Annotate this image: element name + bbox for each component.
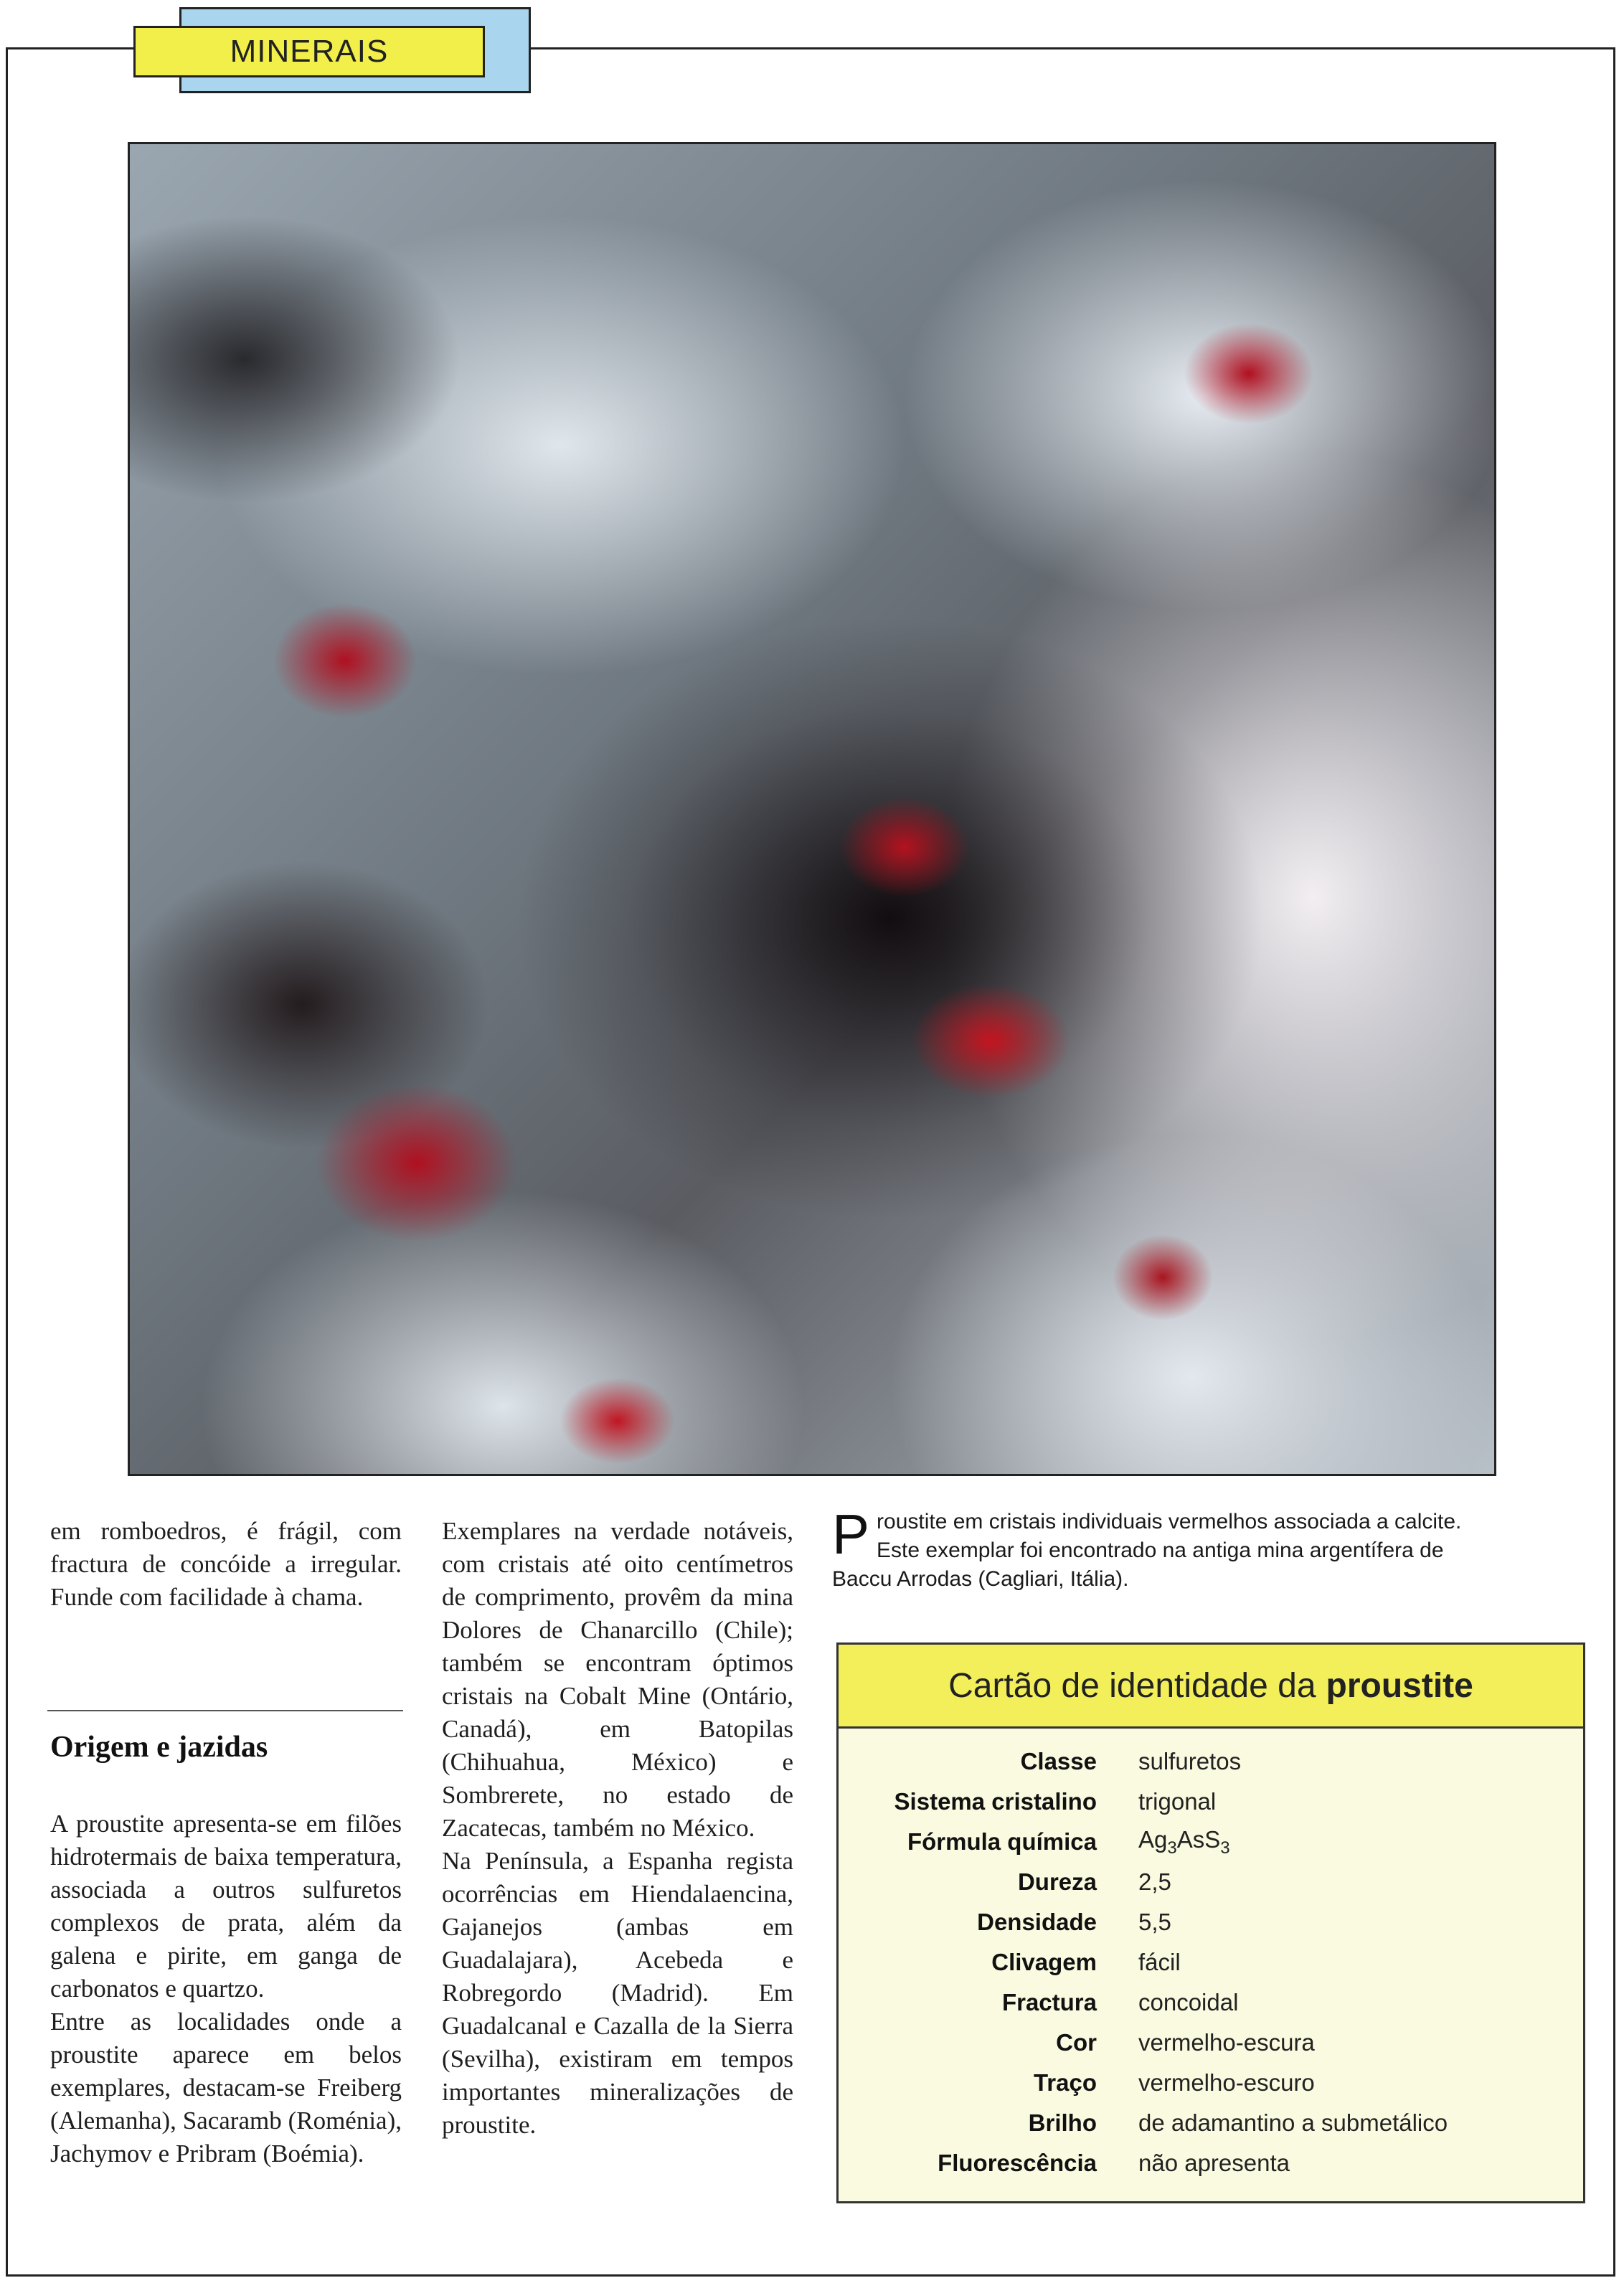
drop-cap: P	[832, 1503, 870, 1566]
property-value: 2,5	[1138, 1868, 1171, 1895]
identity-card	[836, 1642, 1585, 2203]
paragraph: Na Península, a Espanha regista ocorrências em Hiendalaencina, Gajanejos (ambas em Guadalajara), Acebeda e Robregordo (Madrid). Em Guadalcanal e Cazalla de la Sierra (Sevilha), existiram em tempos importantes mineralizações de proustite.	[442, 1847, 793, 2139]
property-value: de adamantino a submetálico	[1138, 2109, 1448, 2136]
column2-body	[442, 1515, 793, 2142]
property-row	[839, 2023, 1583, 2063]
property-value: fácil	[1138, 1949, 1181, 1975]
property-label: Dureza	[1017, 1868, 1097, 1895]
column1-body	[50, 1807, 402, 2170]
property-row	[839, 1822, 1583, 1862]
formula-subscript: 3	[1220, 1838, 1230, 1858]
section-heading-origem: Origem e jazidas	[50, 1731, 268, 1764]
property-row	[839, 1782, 1583, 1822]
property-row	[839, 1741, 1583, 1782]
property-label: Sistema cristalino	[894, 1788, 1097, 1815]
formula-part: Ag	[1138, 1825, 1168, 1853]
property-row	[839, 1902, 1583, 1942]
card-title-prefix: Cartão de identidade da	[948, 1666, 1316, 1705]
property-value: vermelho-escura	[1138, 2029, 1315, 2056]
property-row	[839, 2143, 1583, 2183]
property-label: Clivagem	[991, 1949, 1097, 1975]
property-label: Brilho	[1028, 2109, 1097, 2136]
paragraph: A proustite apresenta-se em filões hidrotermais de baixa temperatura, associada a outros sulfuretos complexos de prata, além da galena e pirite, em ganga de carbonatos e quartzo.	[50, 1810, 402, 2003]
section-divider	[47, 1710, 403, 1711]
property-label: Fractura	[1001, 1989, 1097, 2015]
property-label: Traço	[1033, 2069, 1097, 2096]
property-label: Fluorescência	[938, 2150, 1097, 2176]
property-label: Fórmula química	[907, 1828, 1097, 1855]
property-label: Densidade	[977, 1909, 1097, 1935]
chemical-formula	[1138, 1826, 1583, 1858]
property-row	[839, 1942, 1583, 1982]
paragraph: Exemplares na verdade notáveis, com cristais até oito centímetros de comprimento, provêm da mina Dolores de Chanarcillo (Chile); também se encontram óptimos cristais na Cobalt Mine (Ontário, Canadá), em Batopilas (Chihuahua, México) e Sombrerete, no estado de Zacatecas, também no México.	[442, 1517, 793, 1842]
property-value: trigonal	[1138, 1788, 1217, 1815]
property-value: concoidal	[1138, 1989, 1239, 2015]
formula-subscript: 3	[1167, 1838, 1177, 1858]
mineral-photo	[128, 142, 1496, 1476]
paragraph: Entre as localidades onde a proustite aparece em belos exemplares, destacam-se Freiberg (Alemanha), Sacaramb (Roménia), Jachymov e Pribram (Boémia).	[50, 2008, 402, 2168]
property-label: Classe	[1020, 1748, 1097, 1774]
property-value: 5,5	[1138, 1909, 1171, 1935]
property-value: sulfuretos	[1138, 1748, 1242, 1774]
section-tab-label: MINERAIS	[133, 26, 485, 77]
property-list	[839, 1729, 1583, 2183]
formula-part: AsS	[1176, 1825, 1221, 1853]
property-row	[839, 2103, 1583, 2143]
property-row	[839, 1862, 1583, 1902]
property-row	[839, 1982, 1583, 2023]
property-row	[839, 2063, 1583, 2103]
identity-card-title	[839, 1645, 1583, 1729]
card-title-mineral: proustite	[1326, 1666, 1473, 1705]
property-label: Cor	[1056, 2029, 1097, 2056]
photo-caption	[832, 1503, 1506, 1594]
intro-paragraph: em romboedros, é frágil, com fractura de concóide a irregular. Funde com facilidade à chama.	[50, 1517, 402, 1611]
property-value: não apresenta	[1138, 2150, 1290, 2176]
property-value: vermelho-escuro	[1138, 2069, 1315, 2096]
caption-text: roustite em cristais individuais vermelhos associada a calcite. Este exemplar foi encontrado na antiga mina argentífera de Baccu Arrodas (Cagliari, Itália).	[832, 1510, 1462, 1591]
column1-intro	[50, 1515, 402, 1614]
